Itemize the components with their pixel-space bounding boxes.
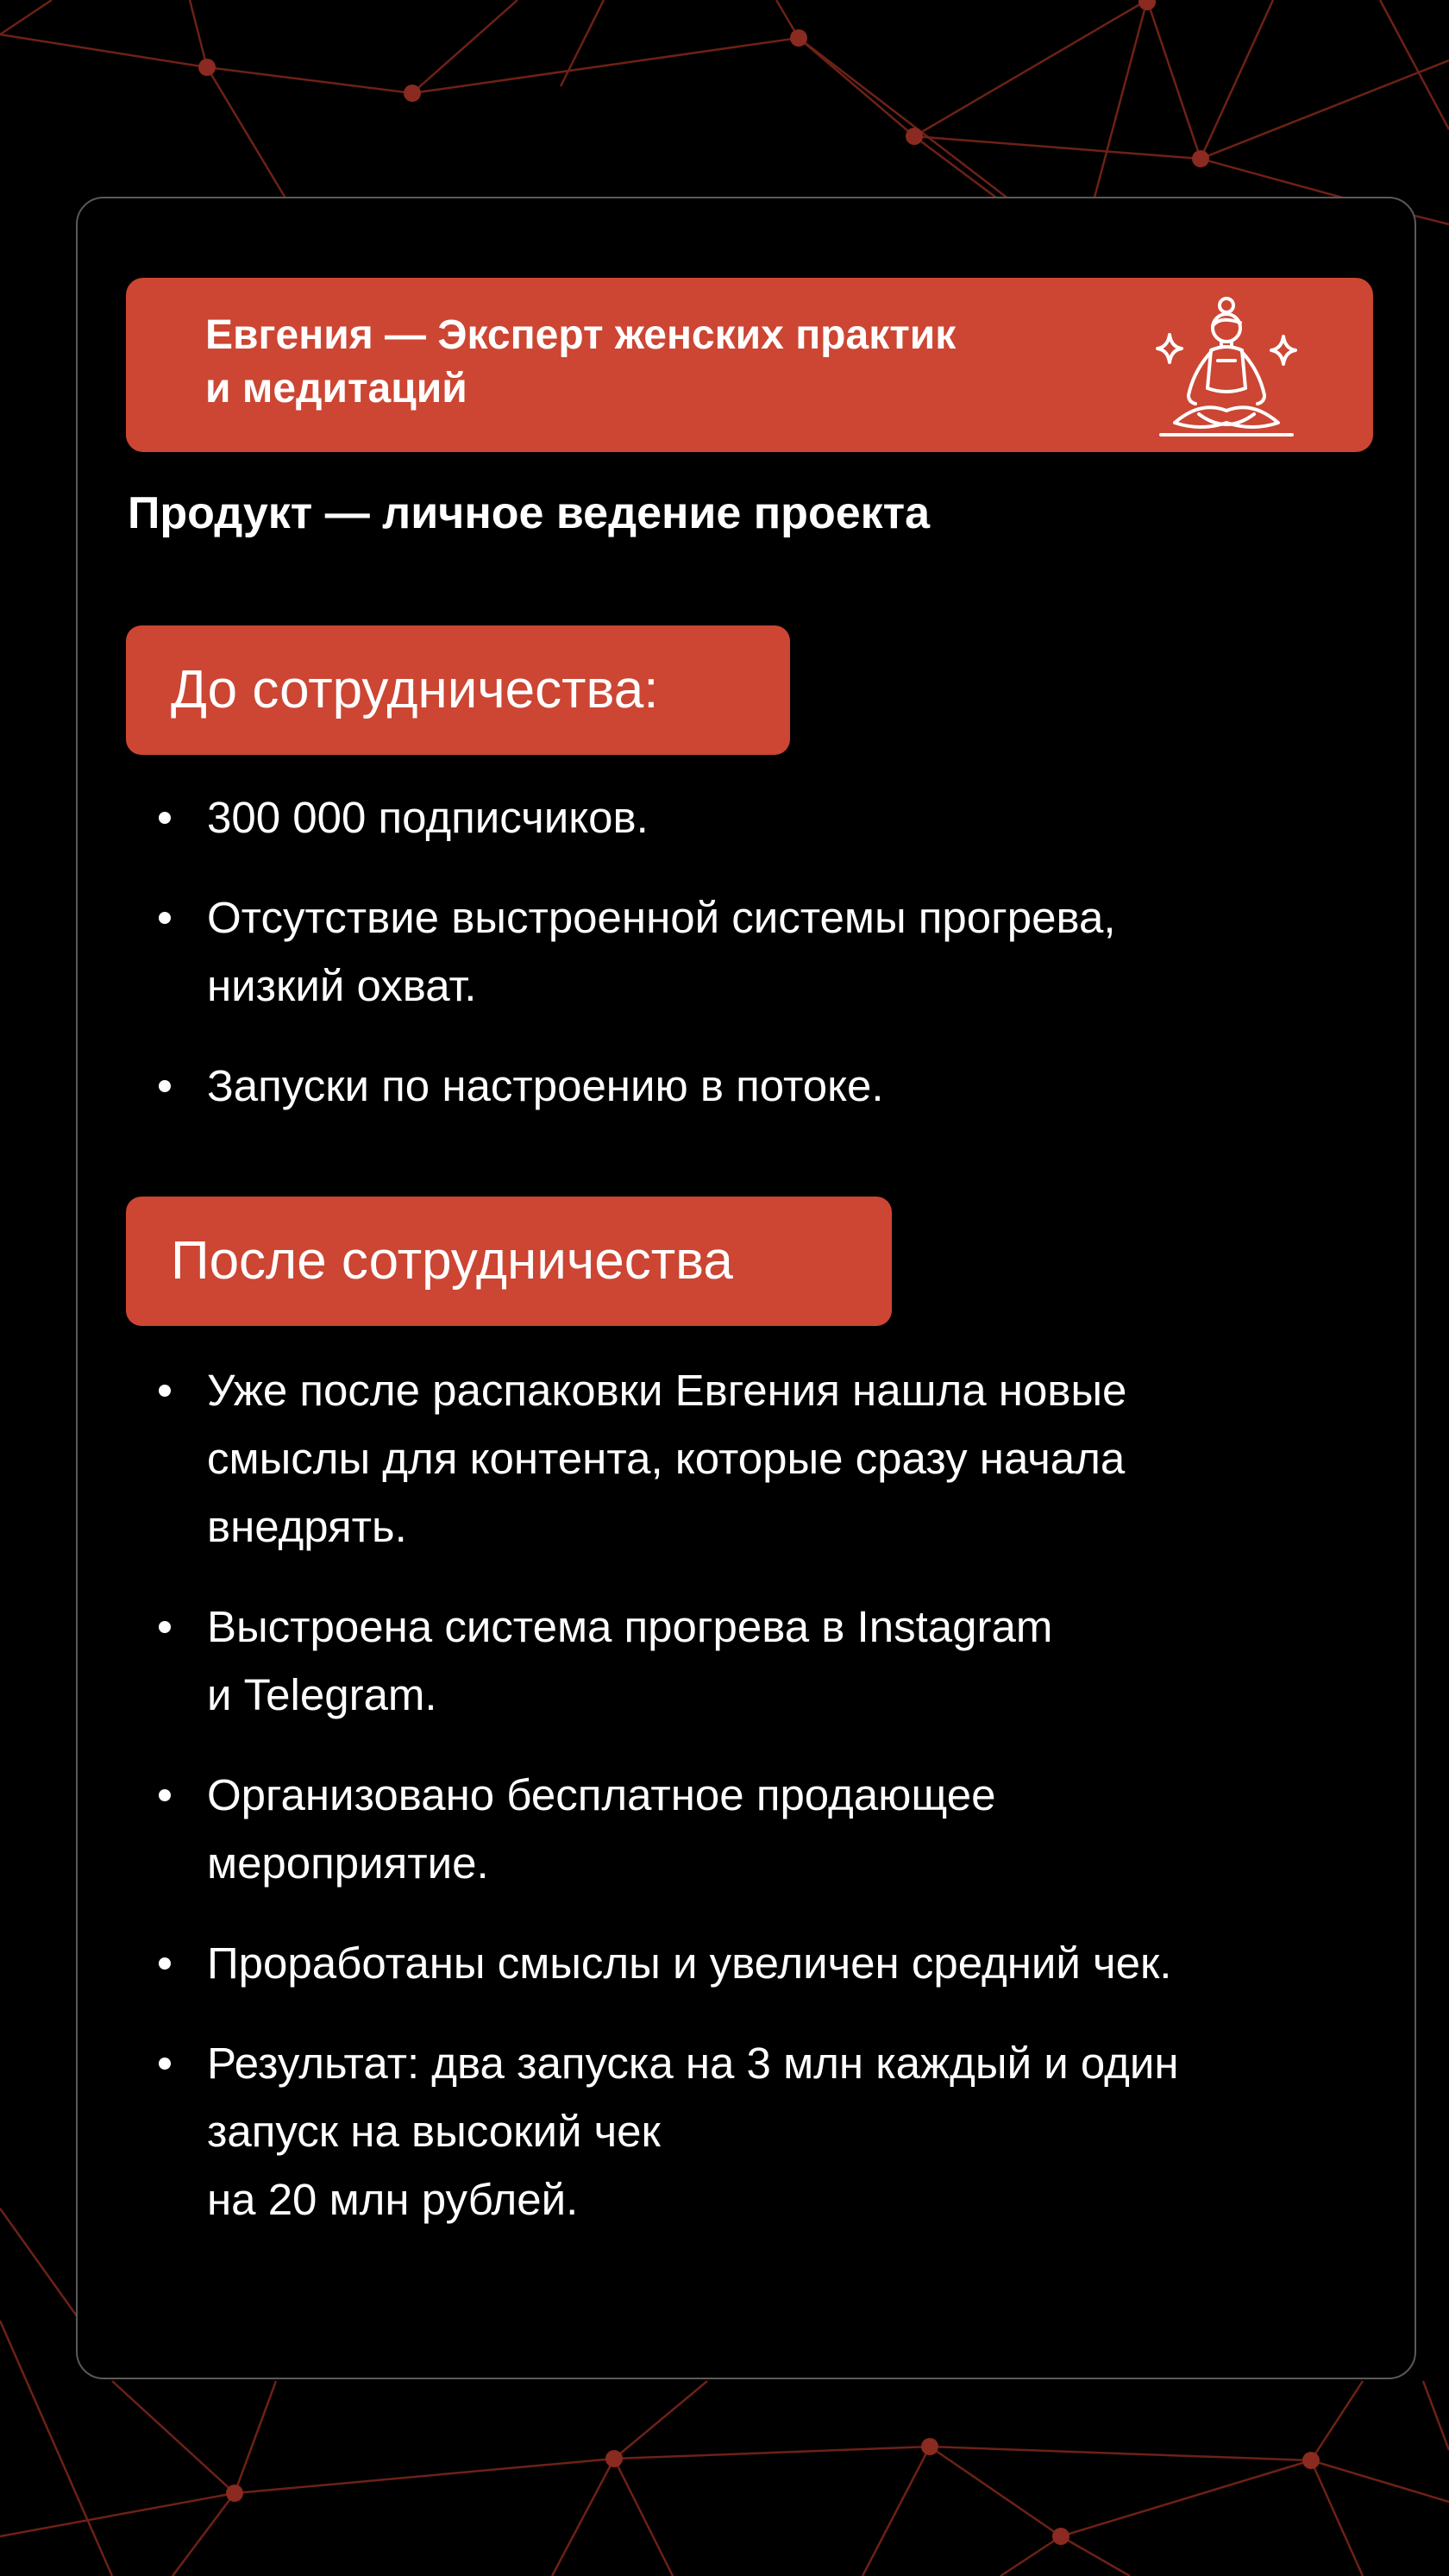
expert-title: Евгения — Эксперт женских практик и медитаций [205,312,957,412]
list-item-text: Уже после распаковки Евгения нашла новые смыслы для контента, которые сразу начала внедрять. [207,1366,1127,1551]
bullet-icon [159,2058,171,2070]
before-section-title: До сотрудничества: [126,625,790,755]
list-item-text: 300 000 подписчиков. [207,793,649,842]
list-item [126,883,1368,1020]
list-item [126,1761,1368,1897]
bullet-icon [159,1385,171,1397]
after-section-title: После сотрудничества [126,1197,892,1326]
list-item-text: Проработаны смыслы и увеличен средний чек. [207,1938,1172,1988]
bullet-icon [159,1080,171,1092]
list-item [126,1593,1368,1729]
bullet-icon [159,812,171,824]
list-item-text: Выстроена система прогрева в Instagram и Telegram. [207,1602,1053,1719]
bullet-icon [159,1789,171,1801]
list-item [126,783,1368,851]
list-item [126,1052,1368,1120]
list-item-text: Организовано бесплатное продающее мероприятие. [207,1770,996,1888]
bullet-icon [159,912,171,924]
expert-header [126,278,1373,452]
list-item [126,2029,1368,2234]
list-item-text: Запуски по настроению в потоке. [207,1061,884,1110]
before-list [126,783,1368,1152]
list-item-text: Результат: два запуска на 3 млн каждый и один запуск на высокий чек на 20 млн рублей. [207,2039,1179,2224]
bullet-icon [159,1621,171,1633]
product-description: Продукт — личное ведение проекта [128,488,931,538]
list-item [126,1356,1368,1561]
list-item [126,1929,1368,1997]
list-item-text: Отсутствие выстроенной системы прогрева, низкий охват. [207,893,1116,1010]
bullet-icon [159,1957,171,1970]
after-list [126,1356,1368,2265]
meditation-icon [1140,293,1313,442]
